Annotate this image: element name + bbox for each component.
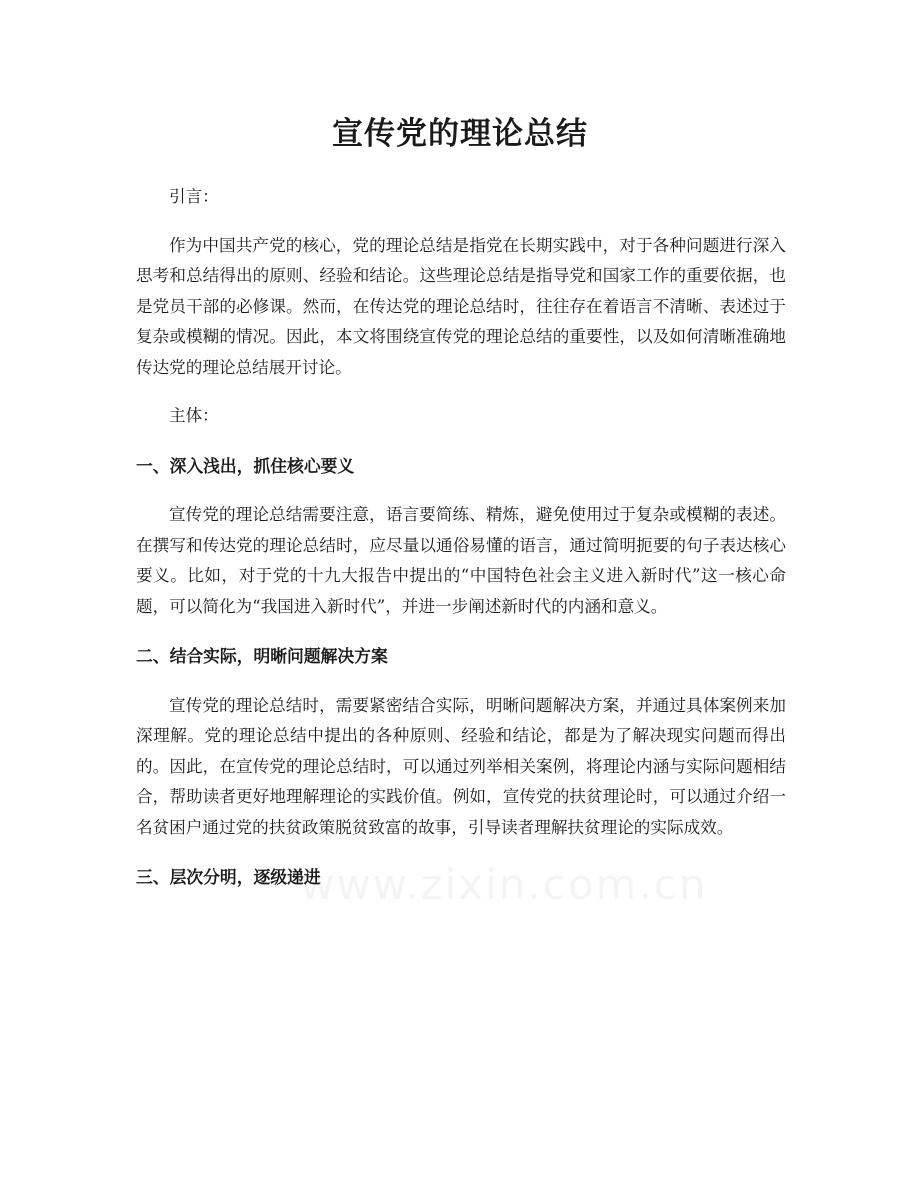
section-heading-3: 三、层次分明，逐级递进 [136,867,321,887]
intro-paragraph: 作为中国共产党的核心，党的理论总结是指党在长期实践中，对于各种问题进行深入思考和总结得出的原则、经验和结论。这些理论总结是指导党和国家工作的重要依据，也是党员干部的必修课。然而，在传达党的理论总结时，往往存在着语言不清晰、表述过于复杂或模糊的情况。因此，本文将围绕宣传党的理论总结的重要性，以及如何清晰准确地传达党的理论总结展开讨论。 [136,235,786,377]
section-paragraph-1: 宣传党的理论总结需要注意，语言要简练、精炼，避免使用过于复杂或模糊的表述。在撰写和传达党的理论总结时，应尽量以通俗易懂的语言，通过简明扼要的句子表达核心要义。比如，对于党的十九大报告中提出的“中国特色社会主义进入新时代”这一核心命题，可以简化为“我国进入新时代”，并进一步阐述新时代的内涵和意义。 [136,505,786,616]
body-label: 主体： [169,406,219,425]
section-paragraph-2: 宣传党的理论总结时，需要紧密结合实际，明晰问题解决方案，并通过具体案例来加深理解。党的理论总结中提出的各种原则、经验和结论，都是为了解决现实问题而得出的。因此，在宣传党的理论总结时，可以通过列举相关案例，将理论内涵与实际问题相结合，帮助读者更好地理解理论的实践价值。例如，宣传党的扶贫理论时，可以通过介绍一名贫困户通过党的扶贫政策脱贫致富的故事，引导读者理解扶贫理论的实际成效。 [136,695,786,837]
intro-label: 引言： [169,187,219,206]
page-title: 宣传党的理论总结 [332,116,588,152]
document-body [136,182,786,893]
section-heading-2: 二、结合实际，明晰问题解决方案 [136,646,388,666]
section-heading-1: 一、深入浅出，抓住核心要义 [136,455,355,476]
